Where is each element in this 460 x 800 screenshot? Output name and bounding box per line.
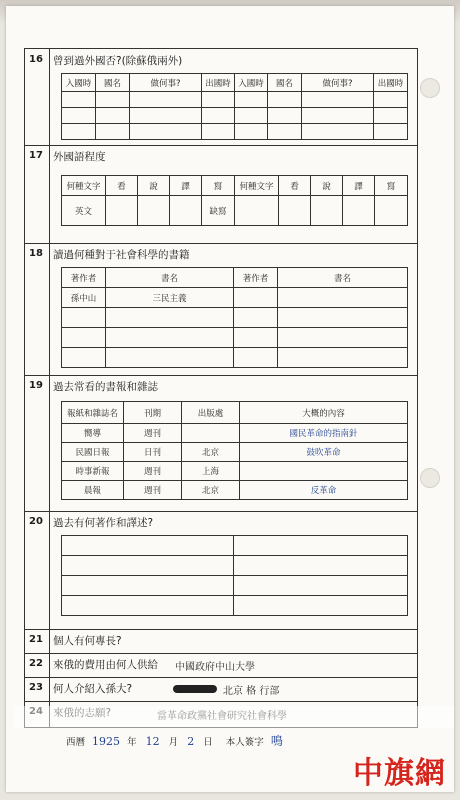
travel-table bbox=[61, 73, 408, 140]
cell-value: 孫中山 bbox=[62, 288, 106, 308]
line-answer: 北京 格 行部 bbox=[223, 686, 280, 697]
signature: 鳴 bbox=[270, 734, 283, 748]
month-value: 12 bbox=[145, 735, 160, 748]
table-row bbox=[62, 124, 408, 140]
line-question: 何人介紹入孫大? bbox=[53, 683, 133, 695]
section-16 bbox=[25, 49, 417, 146]
cell-value: 英文 bbox=[62, 196, 106, 226]
table-row bbox=[62, 462, 408, 481]
header-cell: 出國時 bbox=[374, 74, 408, 92]
section-20 bbox=[25, 511, 417, 630]
table-row bbox=[62, 424, 408, 443]
header-cell: 說 bbox=[311, 176, 343, 196]
form-frame bbox=[24, 48, 418, 728]
books-table bbox=[61, 267, 408, 368]
table-row bbox=[62, 196, 408, 226]
header-cell: 出國時 bbox=[202, 74, 235, 92]
line-number: 21 bbox=[29, 634, 43, 645]
section-number: 20 bbox=[29, 516, 43, 527]
header-cell: 書名 bbox=[278, 268, 408, 288]
table-row bbox=[62, 92, 408, 108]
section-number: 19 bbox=[29, 380, 43, 391]
cell-value: 三民主義 bbox=[106, 288, 234, 308]
punch-hole bbox=[420, 468, 440, 488]
header-cell: 著作者 bbox=[62, 268, 106, 288]
cell-value: 上海 bbox=[182, 462, 240, 481]
cell-value: 嚮導 bbox=[62, 424, 124, 443]
section-17 bbox=[25, 145, 417, 244]
era-label: 西曆 bbox=[66, 737, 86, 748]
header-cell: 何種文字 bbox=[62, 176, 106, 196]
cell-value: 時事新報 bbox=[62, 462, 124, 481]
table-row bbox=[62, 348, 408, 368]
header-cell: 著作者 bbox=[234, 268, 278, 288]
line-question: 個人有何專長? bbox=[53, 635, 122, 647]
header-cell: 譯 bbox=[170, 176, 202, 196]
header-cell: 出版處 bbox=[182, 402, 240, 424]
section-number: 16 bbox=[29, 54, 43, 65]
table-row bbox=[62, 108, 408, 124]
section-number: 17 bbox=[29, 150, 43, 161]
section-question: 過去有何著作和譯述? bbox=[53, 517, 154, 529]
periodicals-table bbox=[61, 401, 408, 500]
cell-value: 週刊 bbox=[124, 462, 182, 481]
header-cell: 報紙和雜誌名 bbox=[62, 402, 124, 424]
year-unit: 年 bbox=[127, 737, 137, 748]
scribble-mark bbox=[173, 685, 217, 693]
line-22 bbox=[25, 653, 417, 678]
line-number: 23 bbox=[29, 682, 43, 693]
header-cell: 國名 bbox=[96, 74, 130, 92]
table-row bbox=[62, 308, 408, 328]
section-question: 過去常看的書報和雜誌 bbox=[53, 381, 158, 393]
header-cell: 做何事? bbox=[302, 74, 374, 92]
cell-value: 民國日報 bbox=[62, 443, 124, 462]
header-cell: 說 bbox=[138, 176, 170, 196]
header-cell: 入國時 bbox=[62, 74, 96, 92]
cell-value: 晨報 bbox=[62, 481, 124, 500]
header-cell: 看 bbox=[279, 176, 311, 196]
table-row bbox=[62, 596, 408, 616]
table-row bbox=[62, 576, 408, 596]
table-row bbox=[62, 556, 408, 576]
header-cell: 何種文字 bbox=[235, 176, 279, 196]
day-unit: 日 bbox=[203, 737, 213, 748]
cell-value: 國民革命的指南針 bbox=[240, 424, 408, 443]
cell-value: 日刊 bbox=[124, 443, 182, 462]
cell-value: 北京 bbox=[182, 481, 240, 500]
questionnaire-page bbox=[6, 6, 454, 792]
line-number: 22 bbox=[29, 658, 43, 669]
section-question: 讀過何種對于社會科學的書籍 bbox=[53, 249, 190, 261]
month-unit: 月 bbox=[168, 737, 179, 748]
cell-value: 缺寫 bbox=[202, 196, 235, 226]
header-cell: 寫 bbox=[202, 176, 235, 196]
day-value: 2 bbox=[187, 735, 195, 748]
table-row bbox=[62, 288, 408, 308]
header-cell: 大概的內容 bbox=[240, 402, 408, 424]
line-answer: 中國政府中山大學 bbox=[175, 662, 255, 673]
line-question: 來俄的費用由何人供給 bbox=[53, 659, 158, 671]
header-cell: 國名 bbox=[268, 74, 302, 92]
table-row bbox=[62, 536, 408, 556]
section-18 bbox=[25, 243, 417, 376]
cell-value: 鼓吹革命 bbox=[240, 443, 408, 462]
table-row bbox=[62, 481, 408, 500]
header-cell: 做何事? bbox=[130, 74, 202, 92]
section-number: 18 bbox=[29, 248, 43, 259]
header-cell: 刊期 bbox=[124, 402, 182, 424]
tape-overlay bbox=[14, 706, 454, 728]
header-cell: 入國時 bbox=[235, 74, 268, 92]
language-table bbox=[61, 175, 408, 226]
watermark-logo: 中旗網 bbox=[353, 756, 446, 791]
header-cell: 書名 bbox=[106, 268, 234, 288]
header-cell: 寫 bbox=[375, 176, 408, 196]
cell-value bbox=[182, 424, 240, 443]
cell-value bbox=[240, 462, 408, 481]
punch-hole bbox=[420, 78, 440, 98]
line-23 bbox=[25, 677, 417, 702]
line-21 bbox=[25, 629, 417, 654]
cell-value: 週刊 bbox=[124, 424, 182, 443]
section-question: 曾到過外國否?(除蘇俄兩外) bbox=[53, 55, 183, 67]
cell-value: 反革命 bbox=[240, 481, 408, 500]
cell-value: 北京 bbox=[182, 443, 240, 462]
year-value: 1925 bbox=[92, 735, 121, 748]
cell-value: 週刊 bbox=[124, 481, 182, 500]
writings-table bbox=[61, 535, 408, 616]
header-cell: 看 bbox=[106, 176, 138, 196]
table-row bbox=[62, 443, 408, 462]
header-cell: 譯 bbox=[343, 176, 375, 196]
section-question: 外國語程度 bbox=[53, 151, 106, 163]
sign-label: 本人簽字 bbox=[225, 737, 264, 748]
section-19 bbox=[25, 375, 417, 512]
table-row bbox=[62, 328, 408, 348]
signature-footer bbox=[66, 732, 283, 749]
